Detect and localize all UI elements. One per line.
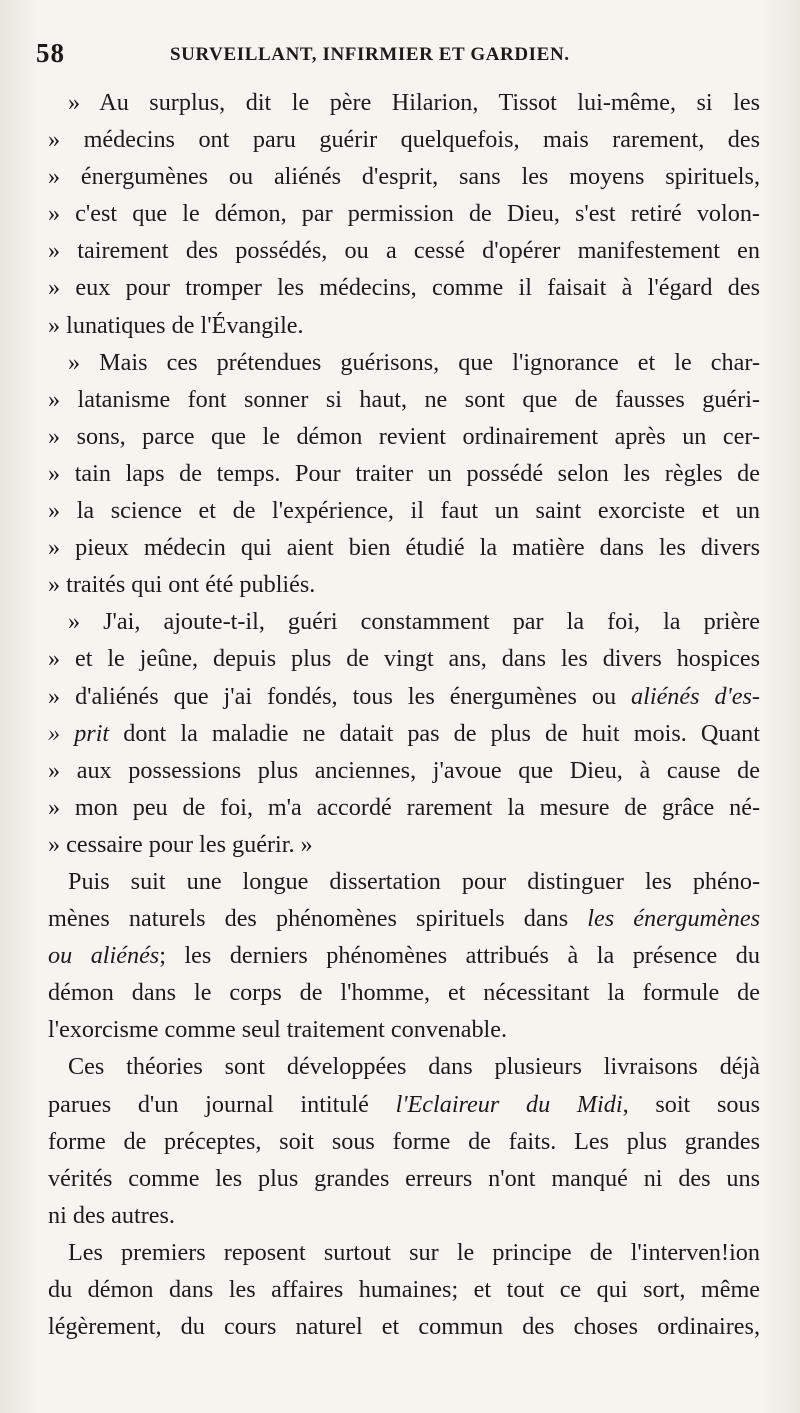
text-line	[48, 195, 760, 232]
running-head: SURVEILLANT, INFIRMIER ET GARDIEN.	[170, 44, 570, 65]
roman-text: » latanisme font sonner si haut, ne sont que de fausses guéri-	[48, 385, 760, 413]
text-line	[48, 121, 760, 158]
roman-text: ; les derniers phénomènes attribués à la présence du	[159, 942, 760, 970]
page-header	[36, 38, 764, 78]
text-line	[48, 937, 760, 974]
roman-text: » traités qui ont été publiés.	[48, 571, 316, 599]
roman-text: Ces théories sont développées dans plusieurs livraisons déjà	[68, 1053, 760, 1081]
roman-text: dont la maladie ne datait pas de plus de huit mois. Quant	[109, 719, 760, 747]
roman-text: » Au surplus, dit le père Hilarion, Tissot lui-même, si les	[68, 89, 760, 116]
text-line	[48, 974, 760, 1011]
roman-text: » Mais ces prétendues guérisons, que l'ignorance et le char-	[68, 348, 760, 376]
text-line	[48, 1234, 760, 1271]
roman-text: » lunatiques de l'Évangile.	[48, 311, 304, 339]
roman-text: » eux pour tromper les médecins, comme il faisait à l'égard des	[48, 274, 760, 302]
roman-text: » tain laps de temps. Pour traiter un possédé selon les règles de	[48, 459, 760, 487]
text-line	[48, 1048, 760, 1085]
roman-text: Puis suit une longue dissertation pour distinguer les phéno-	[68, 867, 760, 895]
text-line	[48, 566, 760, 603]
roman-text: » et le jeûne, depuis plus de vingt ans, dans les divers hospices	[48, 645, 760, 673]
text-line	[48, 492, 760, 529]
roman-text: parues d'un journal intitulé	[48, 1090, 396, 1118]
roman-text: » sons, parce que le démon revient ordinairement après un cer-	[48, 422, 760, 450]
text-line	[48, 826, 760, 863]
text-line	[48, 863, 760, 900]
roman-text: légèrement, du cours naturel et commun des choses ordinaires,	[48, 1313, 760, 1341]
roman-text: » d'aliénés que j'ai fondés, tous les énergumènes ou	[48, 682, 632, 710]
roman-text: forme de préceptes, soit sous forme de faits. Les plus grandes	[48, 1127, 760, 1155]
italic-text: ou aliénés	[48, 942, 160, 970]
roman-text: ni des autres.	[48, 1201, 175, 1229]
body-text	[48, 84, 760, 1345]
roman-text: » mon peu de foi, m'a accordé rarement la mesure de grâce né-	[48, 793, 760, 821]
italic-text: aliénés d'es-	[631, 682, 760, 710]
roman-text: » la science et de l'expérience, il faut un saint exorciste et un	[48, 497, 760, 525]
text-line	[48, 1271, 760, 1308]
text-line	[48, 789, 760, 826]
page-number: 58	[36, 38, 65, 68]
text-line	[48, 269, 760, 306]
roman-text: » énergumènes ou aliénés d'esprit, sans les moyens spirituels,	[48, 163, 760, 191]
roman-text: vérités comme les plus grandes erreurs n'ont manqué ni des uns	[48, 1164, 760, 1192]
text-line	[48, 418, 760, 455]
text-line	[48, 455, 760, 492]
roman-text: » c'est que le démon, par permission de Dieu, s'est retiré volon-	[48, 200, 760, 228]
roman-text: mènes naturels des phénomènes spirituels dans	[48, 905, 588, 933]
roman-text: » J'ai, ajoute-t-il, guéri constamment par la foi, la prière	[68, 608, 760, 636]
roman-text: Les premiers reposent surtout sur le principe de l'interven!ion	[68, 1238, 760, 1266]
text-line	[48, 752, 760, 789]
roman-text: » pieux médecin qui aient bien étudié la matière dans les divers	[48, 534, 760, 562]
text-line	[48, 158, 760, 195]
text-line	[48, 1086, 760, 1123]
text-line	[48, 1197, 760, 1234]
text-line	[48, 715, 760, 752]
italic-text: l'Eclaireur du Midi	[395, 1090, 623, 1118]
text-line	[48, 1160, 760, 1197]
roman-text: démon dans le corps de l'homme, et nécessitant la formule de	[48, 979, 760, 1007]
text-line	[48, 900, 760, 937]
text-line	[48, 1308, 760, 1345]
roman-text: » médecins ont paru guérir quelquefois, mais rarement, des	[48, 126, 760, 154]
text-line	[48, 381, 760, 418]
text-line	[48, 232, 760, 269]
text-line	[48, 529, 760, 566]
roman-text: » aux possessions plus anciennes, j'avoue que Dieu, à cause de	[48, 756, 760, 784]
text-line	[48, 1011, 760, 1048]
text-line	[48, 344, 760, 381]
roman-text: » tairement des possédés, ou a cessé d'opérer manifestement en	[48, 237, 760, 265]
roman-text: du démon dans les affaires humaines; et tout ce qui sort, même	[48, 1276, 760, 1303]
roman-text: l'exorcisme comme seul traitement convenable.	[48, 1016, 508, 1044]
text-line	[48, 84, 760, 121]
italic-text: » prit	[48, 719, 110, 747]
roman-text: » cessaire pour les guérir. »	[48, 830, 313, 858]
italic-text: les énergumènes	[587, 905, 760, 933]
roman-text: , soit sous	[622, 1090, 760, 1118]
text-line	[48, 640, 760, 677]
text-line	[48, 678, 760, 715]
text-line	[48, 1123, 760, 1160]
text-line	[48, 603, 760, 640]
text-line	[48, 307, 760, 344]
